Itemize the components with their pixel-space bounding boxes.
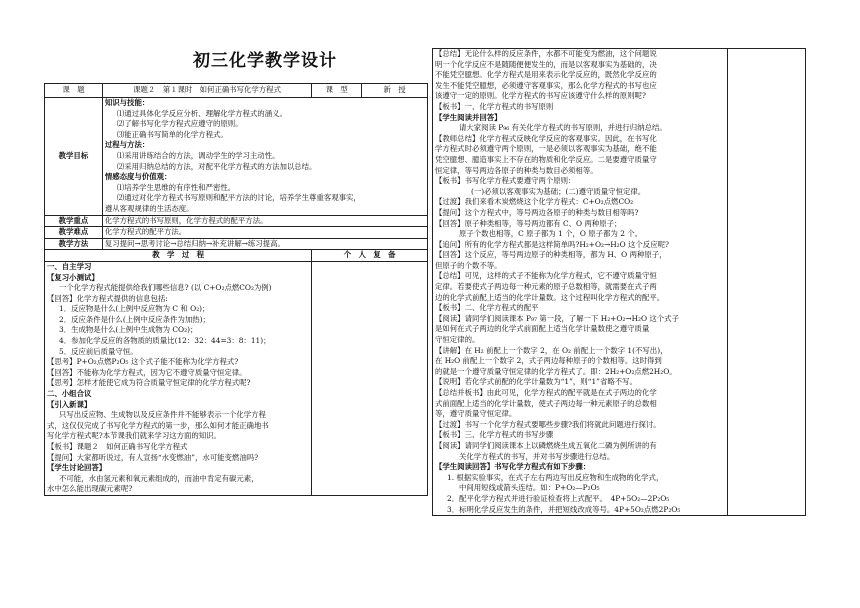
content-line: 在 H₂O 前配上一个数字 2，式子两边每种原子的个数相等。这时得到: [435, 356, 662, 366]
content-line: (一)必须以客观事实为基础；(二)遵守质量守恒定律。: [471, 186, 646, 196]
content-line: 学方程式时必须遵守两个原则，一是必须以客观事实为基础，绝不能: [435, 144, 657, 154]
content-line: 【提问】大家都听说过，有人宣扬“水变燃油”，水可能变燃油吗?: [47, 452, 259, 462]
lesson-plan-table: [44, 83, 428, 496]
content-line: 【提问】这个方程式中，等号两边各原子的种类与数目相等吗?: [435, 207, 639, 217]
process-header: 教 学 过 程: [45, 250, 312, 262]
content-line: 【回答】不能称为化学方程式，因为它不遵守质量守恒定律。: [47, 367, 247, 377]
content-line: 【过渡】书写一个化学方程式要哪些步骤?我们将就此问题进行探讨。: [435, 419, 661, 429]
content-line: 【回答】化学方程式提供的信息包括:: [47, 293, 168, 303]
content-line: 该遵守一定的原则。化学方程式的书写应该遵守什么样的原则呢?: [435, 91, 646, 101]
content-line: 二、小组合议: [47, 389, 92, 399]
topic-label: 课 题: [45, 84, 103, 98]
page-title: 初三化学教学设计: [193, 51, 337, 71]
content-line: 【板书】三、化学方程式的书写步骤: [435, 430, 554, 440]
content-line: 【回答】这个反应，等号两边原子的种类相等，都为 H、O 两种原子，: [435, 250, 667, 260]
goal-line: ⑴采用讲练结合的方法，调动学生的学习主动性。: [116, 150, 280, 160]
content-line: 【说明】若化学式前配的化学计量数为“1”，则“1”省略不写。: [435, 377, 637, 387]
knowledge-title: 知识与技能：: [104, 98, 150, 107]
content-line: 5．反应前后质量守恒。: [59, 346, 138, 356]
content-line: 发生不能凭空臆想，必须遵守客观事实，那么化学方程式的书写也应: [435, 80, 657, 90]
content-line: 原子个数也相等，C 原子都为 1 个，O 原子都为 2 个。: [459, 229, 643, 239]
process-content-continued: [433, 49, 728, 516]
content-line: 只写出反应物、生成物以及反应条件并不能够表示一个化学方程: [59, 410, 266, 420]
content-line: 凭空臆想、臆造事实上不存在的物质和化学反应。二是要遵守质量守: [435, 154, 657, 164]
content-line: 【板书】课题２ 如何正确书写化学方程式: [47, 442, 188, 451]
notes-header: 个 人 复 备: [312, 250, 428, 262]
content-line: 恒定律，等号两边各原子的种类与数目必须相等。: [435, 165, 598, 175]
notes-column: [312, 261, 428, 495]
emotion-title: 情感态度与价值观：: [104, 172, 172, 182]
content-line: 的就是一个遵守质量守恒定律的化学方程式了。即：2H₂+O₂点燃2H₂O。: [435, 366, 677, 376]
content-line: 【追问】所有的化学方程式都是这样简单吗?H₂+O₂→H₂O 这个反应呢?: [435, 239, 669, 249]
content-line: 【板书】一、化学方程式的书写原则: [435, 101, 554, 111]
key-label: 教学重点: [45, 215, 103, 227]
content-line: 不能凭空臆想。化学方程式是用来表示化学反应的，既然化学反应的: [435, 70, 657, 80]
content-line: 【回答】原子种类相等，等号两边都有 C、O 两种原子；: [435, 218, 622, 228]
content-line: 1．反应物是什么(上例中反应物为 C 和 O₂)；: [59, 304, 210, 314]
content-line: 3．生成物是什么(上例中生成物为 CO₂)；: [59, 325, 198, 335]
content-line: 式，这仅仅完成了书写化学方程式的第一步，那么如何才能正确地书: [47, 420, 269, 430]
goal-line: ⑴培养学生思维的有序性和严密性。: [116, 182, 236, 192]
content-line: 一、自主学习: [47, 261, 92, 271]
content-line: 【总结并板书】由此可见，化学方程式的配平就是在式子两边的化学: [435, 388, 657, 397]
content-line: 3．标明化学反应发生的条件，并把短线改成等号。4P+5O₂点燃2P₂O₅: [447, 504, 681, 514]
content-line: 【阅读】请同学们阅读课本上以磷燃烧生成五氧化二磷为例所讲的有: [435, 440, 657, 450]
content-line: 但原子的个数不等。: [435, 260, 502, 270]
topic-value: 课题２ 第１课时 如何正确书写化学方程式: [102, 84, 311, 98]
goal-line: ⑵通过对化学方程式书写原则和配平方法的讨论，培养学生尊重客观事实，: [116, 193, 361, 203]
content-line: 关化学方程式的书写，并对书写步骤进行总结。: [459, 451, 615, 461]
method-label: 教学方法: [45, 238, 103, 250]
content-line: 式前面配上适当的化学计量数，使式子两边每一种元素原子的总数相: [435, 398, 657, 408]
key-value: 化学方程式的书写原则，化学方程式的配平方法。: [102, 215, 427, 227]
content-line: 守恒定律的。: [435, 335, 480, 345]
content-line: 请大家阅读 P₉₆ 有关化学方程式的书写原则，并进行归纳总结。: [459, 123, 667, 133]
content-line: 边的化学式前配上适当的化学计量数。这个过程叫化学方程式的配平。: [435, 292, 665, 302]
content-line: 【阅读】请同学们阅读课本 P₉₇ 第一段，了解一下 H₂+O₂→H₂O 这个式子: [435, 313, 679, 323]
content-line: 不可能，水由氢元素和氧元素组成的，而油中肯定有碳元素，: [59, 473, 259, 483]
goal-line: ⑵了解书写化学方程式应遵守的原则。: [116, 119, 243, 129]
content-line: 【引入新课】: [47, 399, 92, 409]
content-line: 【讲解】在 H₂ 前配上一个数字 2，在 O₂ 前配上一个数字 1(不写出)，: [435, 345, 668, 355]
method-value: 复习提问→思考讨论→总结归纳→补充讲解→练习提高。: [102, 238, 427, 250]
content-line: 【思考】P+O₂点燃P₂O₅ 这个式子能不能称为化学方程式?: [47, 357, 239, 367]
content-line: 写化学方程式呢?本节课我们就来学习这方面的知识。: [47, 431, 221, 441]
content-line: 【板书】书写化学方程式要遵守两个原则：: [435, 176, 576, 186]
process-content: [45, 261, 312, 495]
goal-line: ⑶能正确书写简单的化学方程式。: [116, 129, 228, 139]
process-title: 过程与方法：: [104, 140, 150, 150]
continuation-table: [432, 48, 806, 516]
content-line: 【过渡】我们来看木炭燃烧这个化学方程式：C+O₂点燃CO₂: [435, 197, 634, 207]
content-line: 等，遵守质量守恒定律。: [435, 409, 517, 419]
content-line: 【学生阅读并回答】: [435, 112, 502, 122]
content-line: 【板书】二、化学方程式的配平: [435, 303, 539, 313]
content-line: 【学生阅读回答】书写化学方程式有如下步骤：: [435, 462, 591, 472]
type-label: 课 型: [312, 84, 362, 98]
content-line: 【学生讨论回答】: [47, 463, 107, 473]
type-value: 新 授: [362, 84, 428, 98]
goals-label: 教学目标: [45, 98, 103, 216]
difficulty-label: 教学难点: [45, 227, 103, 239]
content-line: 定律。若要使式子两边每一种元素的原子总数相等，就需要在式子两: [435, 282, 657, 292]
content-line: 【总结】可见，这样的式子不能称为化学方程式，它不遵守质量守恒: [435, 271, 657, 281]
content-line: 4．参加化学反应的各物质的质量比(12：32：44=3：8：11)；: [59, 336, 271, 346]
content-line: 2．配平化学方程式并进行验证检查将上式配平。 4P+5O₂—2P₂O₅: [447, 493, 670, 503]
content-line: 【总结】无论什么样的反应条件，水都不可能变为燃油，这个问题说: [435, 49, 657, 58]
content-line: 是如何在式子两边的化学式前面配上适当化学计量数使之遵守质量: [435, 324, 650, 334]
goal-line: ⑵采用归纳总结的方法，对配平化学方程式的方法加以总结。: [116, 161, 317, 171]
goal-line: ⑴通过具体化学反应分析、理解化学方程式的涵义。: [116, 108, 287, 118]
content-line: 1. 根据实验事实，在式子左右两边写出反应物和生成物的化学式，: [447, 472, 664, 482]
content-line: 明一个化学反应不是随随便便发生的，而是以客观事实为基础的，决: [435, 59, 657, 69]
goals-content: [102, 98, 427, 216]
content-line: 中间用短线或箭头连结。如：P+O₂—P₂O₅: [459, 483, 600, 493]
content-line: 2．反应条件是什么(上例中反应条件为加热)；: [59, 314, 210, 324]
content-line: 【思考】怎样才能使它成为符合质量守恒定律的化学方程式呢?: [47, 378, 251, 388]
goal-line: 遵从客观规律的生活态度。: [104, 203, 194, 213]
content-line: 一个化学方程式能提供给我们哪些信息? (以 C+O₂点燃CO₂为例): [59, 283, 272, 293]
content-line: 【复习小测试】: [47, 272, 99, 282]
content-line: 【教师总结】化学方程式反映化学反应的客观事实。因此，在书写化: [435, 133, 657, 143]
content-line: 水中怎么能出现碳元素呢?: [47, 484, 133, 494]
difficulty-value: 化学方程式的配平方法。: [102, 227, 427, 239]
notes-column-continued: [728, 49, 806, 516]
